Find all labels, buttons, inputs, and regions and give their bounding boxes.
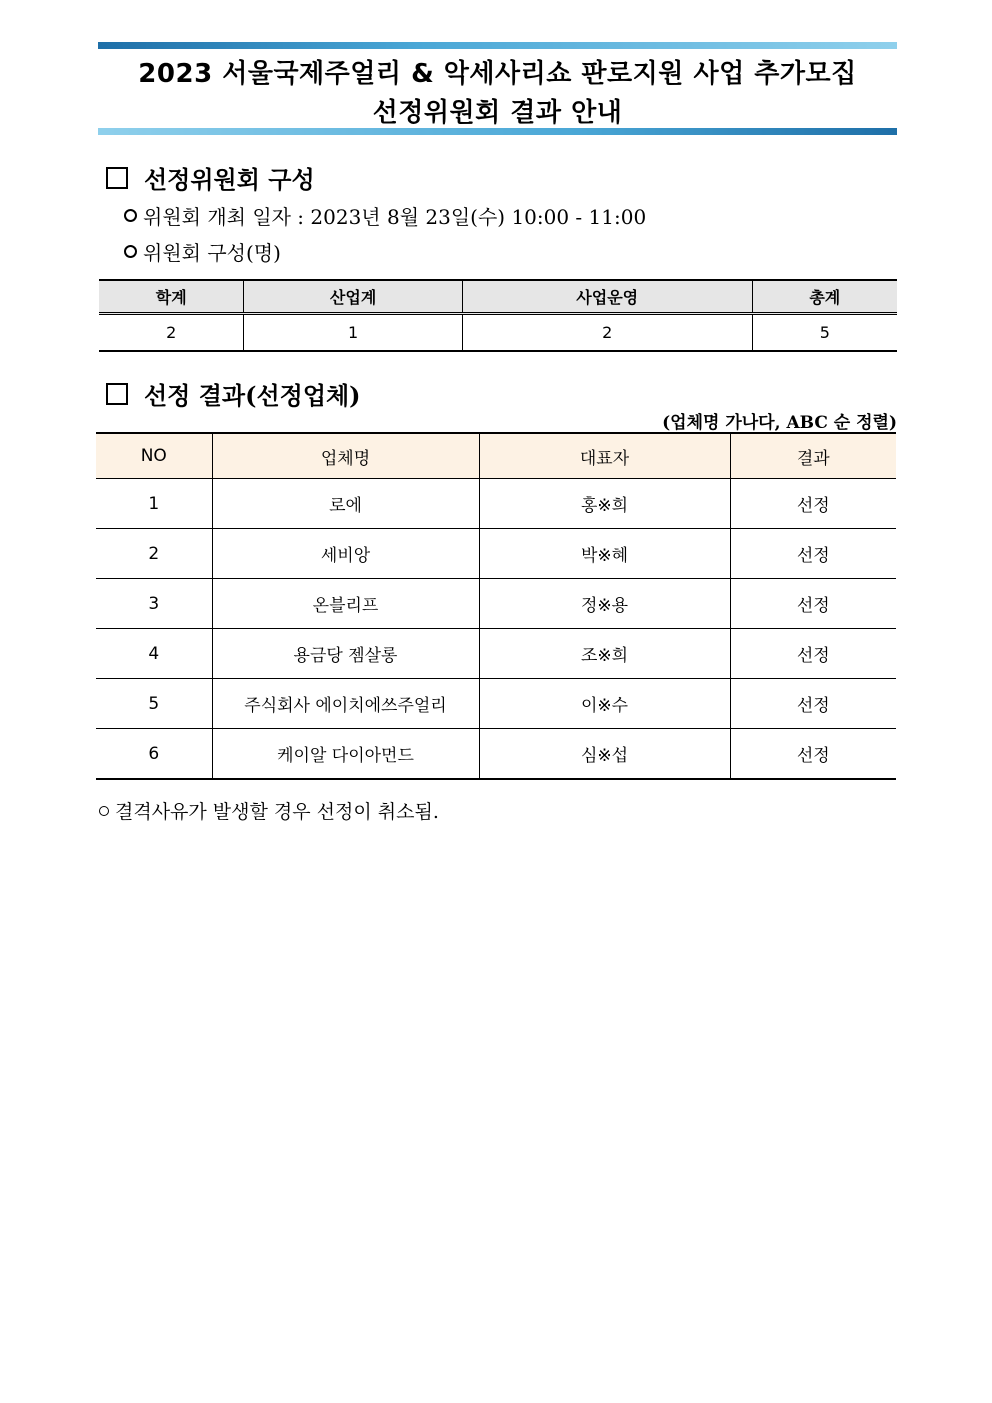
- row-number-cell: 5: [96, 679, 212, 729]
- committee-composition-bullet: [124, 237, 281, 266]
- square-box-icon: [106, 383, 128, 405]
- circle-bullet-icon: [124, 245, 137, 258]
- results-header-cell: 대표자: [479, 433, 730, 479]
- committee-value-cell: 2: [462, 314, 752, 352]
- table-row: [96, 479, 896, 529]
- representative-cell: 조※희: [479, 629, 730, 679]
- square-box-icon: [106, 167, 128, 189]
- title-top-bar: [98, 42, 897, 49]
- committee-composition-text: 위원회 구성(명): [143, 241, 281, 265]
- section-committee-heading-text: 선정위원회 구성: [144, 165, 315, 194]
- company-name-cell: 용금당 젬살롱: [212, 629, 479, 679]
- committee-value-cell: 1: [244, 314, 462, 352]
- title-banner: [98, 42, 897, 135]
- page-title-line2: 선정위원회 결과 안내: [372, 98, 623, 128]
- company-name-cell: 로에: [212, 479, 479, 529]
- committee-date-text: 위원회 개최 일자 : 2023년 8월 23일(수) 10:00 - 11:00: [143, 205, 647, 229]
- committee-header-cell: 사업운영: [462, 280, 752, 314]
- committee-value-cell: 2: [99, 314, 244, 352]
- representative-cell: 홍※희: [479, 479, 730, 529]
- committee-header-cell: 총계: [752, 280, 897, 314]
- committee-header-cell: 학계: [99, 280, 244, 314]
- row-number-cell: 1: [96, 479, 212, 529]
- row-number-cell: 6: [96, 729, 212, 780]
- committee-header-cell: 산업계: [244, 280, 462, 314]
- table-row: [96, 579, 896, 629]
- title-bottom-bar: [98, 128, 897, 135]
- committee-table-header-row: [99, 280, 897, 314]
- committee-date-bullet: [124, 201, 646, 230]
- results-table: [96, 432, 896, 780]
- page-title-line1: 2023 서울국제주얼리 & 악세사리쇼 판로지원 사업 추가모집: [138, 59, 857, 89]
- committee-table: [99, 279, 897, 352]
- row-number-cell: 4: [96, 629, 212, 679]
- circle-bullet-icon: [124, 209, 137, 222]
- result-cell: 선정: [730, 529, 896, 579]
- results-table-header-row: [96, 433, 896, 479]
- company-name-cell: 주식회사 에이치에쓰주얼리: [212, 679, 479, 729]
- table-row: [96, 679, 896, 729]
- table-row: [96, 729, 896, 780]
- result-cell: 선정: [730, 629, 896, 679]
- result-cell: 선정: [730, 479, 896, 529]
- table-row: [96, 629, 896, 679]
- row-number-cell: 3: [96, 579, 212, 629]
- representative-cell: 박※혜: [479, 529, 730, 579]
- results-header-cell: 업체명: [212, 433, 479, 479]
- result-cell: 선정: [730, 579, 896, 629]
- results-header-cell: 결과: [730, 433, 896, 479]
- result-cell: 선정: [730, 679, 896, 729]
- result-cell: 선정: [730, 729, 896, 780]
- committee-table-row: [99, 314, 897, 352]
- company-name-cell: 온블리프: [212, 579, 479, 629]
- section-results-heading-text: 선정 결과(선정업체): [144, 381, 361, 410]
- representative-cell: 이※수: [479, 679, 730, 729]
- results-header-cell: NO: [96, 433, 212, 479]
- representative-cell: 정※용: [479, 579, 730, 629]
- footnote-text: 결격사유가 발생할 경우 선정이 취소됨.: [115, 801, 439, 823]
- circle-bullet-icon: [99, 806, 109, 816]
- representative-cell: 심※섭: [479, 729, 730, 780]
- company-name-cell: 세비앙: [212, 529, 479, 579]
- company-name-cell: 케이알 다이아먼드: [212, 729, 479, 780]
- row-number-cell: 2: [96, 529, 212, 579]
- section-results-heading: [106, 376, 361, 411]
- committee-value-cell: 5: [752, 314, 897, 352]
- disqualification-footnote: [99, 797, 439, 824]
- sort-order-note: (업체명 가나다, ABC 순 정렬): [662, 413, 897, 433]
- table-row: [96, 529, 896, 579]
- section-committee-heading: [106, 160, 315, 195]
